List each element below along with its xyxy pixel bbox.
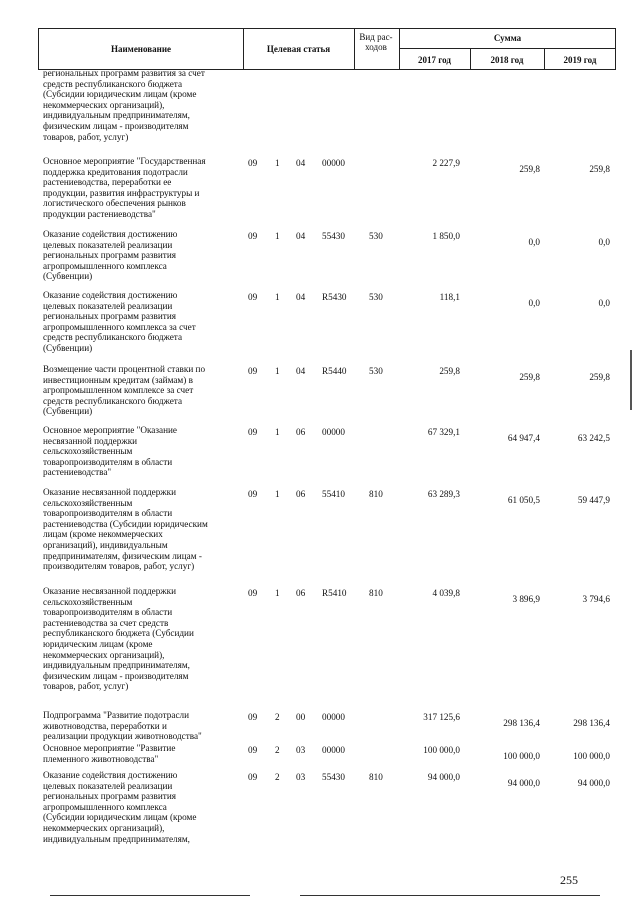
code-program: 1 xyxy=(275,489,280,499)
code-direction: R5410 xyxy=(322,588,347,598)
code-section: 09 xyxy=(248,158,258,168)
row-name: Основное мероприятие "Оказание несвязанной поддержки сельскохозяйственным товаропроизводителям в области растениеводства" xyxy=(43,425,178,478)
code-section: 09 xyxy=(248,772,258,782)
code-direction: 00000 xyxy=(322,427,345,437)
code-section: 09 xyxy=(248,588,258,598)
page-number: 255 xyxy=(560,873,578,887)
amount-2019: 259,8 xyxy=(589,164,610,174)
code-direction: 00000 xyxy=(322,158,345,168)
expense-type: 530 xyxy=(369,231,383,241)
amount-2019: 94 000,0 xyxy=(577,778,610,788)
amount-2017: 67 329,1 xyxy=(427,427,460,437)
code-direction: 00000 xyxy=(322,712,345,722)
amount-2017: 2 227,9 xyxy=(432,158,460,168)
amount-2018: 100 000,0 xyxy=(503,751,540,761)
amount-2018: 0,0 xyxy=(528,237,540,247)
bottom-rule-left xyxy=(50,895,250,896)
amount-2018: 259,8 xyxy=(519,372,540,382)
code-section: 09 xyxy=(248,427,258,437)
code-program: 1 xyxy=(275,427,280,437)
amount-2017: 4 039,8 xyxy=(432,588,460,598)
expense-type: 530 xyxy=(369,292,383,302)
code-subprogram: 06 xyxy=(296,427,306,437)
code-direction: R5430 xyxy=(322,292,347,302)
code-subprogram: 04 xyxy=(296,366,306,376)
code-section: 09 xyxy=(248,712,258,722)
header-2017: 2017 год xyxy=(418,55,451,65)
code-program: 2 xyxy=(275,712,280,722)
code-section: 09 xyxy=(248,231,258,241)
amount-2019: 59 447,9 xyxy=(577,495,610,505)
code-subprogram: 00 xyxy=(296,712,306,722)
header-2019: 2019 год xyxy=(563,55,597,65)
amount-2017: 118,1 xyxy=(439,292,460,302)
code-subprogram: 04 xyxy=(296,292,306,302)
amount-2017: 259,8 xyxy=(439,366,460,376)
table-header xyxy=(38,28,616,70)
code-program: 1 xyxy=(275,292,280,302)
header-sum: Сумма xyxy=(493,33,522,43)
row-name: Оказание содействия достижению целевых показателей реализации региональных программ развития агропромышленного комплекса за счет средств республиканского бюджета (Субвенции) xyxy=(43,290,196,353)
code-subprogram: 06 xyxy=(296,588,306,598)
code-direction: 55430 xyxy=(322,772,345,782)
expense-type: 810 xyxy=(369,489,383,499)
amount-2018: 61 050,5 xyxy=(507,495,540,505)
code-program: 1 xyxy=(275,588,280,598)
expense-type: 810 xyxy=(369,772,383,782)
row-name: Оказание содействия достижению целевых показателей реализации региональных программ развития агропромышленного комплекса (Субсидии юридическим лицам (кроме некоммерческих организаций), индивидуальным предпринимателям, xyxy=(43,770,197,844)
amount-2018: 64 947,4 xyxy=(507,433,540,443)
code-direction: 55430 xyxy=(322,231,345,241)
amount-2017: 63 289,3 xyxy=(427,489,460,499)
code-program: 2 xyxy=(275,745,280,755)
header-type: Вид рас-ходов xyxy=(359,32,393,52)
code-direction: 00000 xyxy=(322,745,345,755)
row-name: Возмещение части процентной ставки по инвестиционным кредитам (займам) в агропромышленном комплексе за счет средств республиканского бюджета (Субвенции) xyxy=(43,364,206,417)
row-name: региональных программ развития за счет средств республиканского бюджета (Субсидии юридическим лицам (кроме некоммерческих организаций), индивидуальным предпринимателям, физическим лицам - производителям товаров, работ, услуг) xyxy=(43,68,205,142)
code-subprogram: 04 xyxy=(296,158,306,168)
amount-2018: 0,0 xyxy=(528,298,540,308)
code-program: 1 xyxy=(275,231,280,241)
amount-2017: 317 125,6 xyxy=(423,712,460,722)
amount-2018: 298 136,4 xyxy=(503,718,540,728)
amount-2018: 3 896,9 xyxy=(512,594,540,604)
expense-type: 810 xyxy=(369,588,383,598)
amount-2019: 0,0 xyxy=(598,298,610,308)
amount-2018: 94 000,0 xyxy=(507,778,540,788)
code-section: 09 xyxy=(248,366,258,376)
code-program: 1 xyxy=(275,158,280,168)
header-name: Наименование xyxy=(111,44,171,54)
expense-type: 530 xyxy=(369,366,383,376)
amount-2019: 63 242,5 xyxy=(577,433,610,443)
code-program: 1 xyxy=(275,366,280,376)
code-direction: 55410 xyxy=(322,489,345,499)
code-section: 09 xyxy=(248,292,258,302)
code-program: 2 xyxy=(275,772,280,782)
row-name: Оказание содействия достижению целевых показателей реализации региональных программ развития агропромышленного комплекса (Субвенции) xyxy=(43,229,178,282)
code-subprogram: 06 xyxy=(296,489,306,499)
amount-2019: 259,8 xyxy=(589,372,610,382)
amount-2017: 100 000,0 xyxy=(423,745,460,755)
bottom-rule-right xyxy=(300,895,600,896)
row-name: Основное мероприятие "Развитие племенного животноводства" xyxy=(43,743,176,764)
code-subprogram: 03 xyxy=(296,745,306,755)
scan-edge-mark xyxy=(630,350,632,410)
row-name: Оказание несвязанной поддержки сельскохозяйственным товаропроизводителям в области растениеводства за счет средств республиканского бюджета (Субсидии юридическим лицам (кроме некоммерческих организаций), индивидуальным предпринимателям, физическим лицам - производителям товаров, работ, услуг) xyxy=(43,586,194,692)
code-subprogram: 03 xyxy=(296,772,306,782)
code-section: 09 xyxy=(248,745,258,755)
amount-2019: 0,0 xyxy=(598,237,610,247)
row-name: Основное мероприятие "Государственная поддержка кредитования подотрасли растениеводства, переработки ее продукции, развития инфраструктуры и логистического обеспечения рынков продукции растениеводства" xyxy=(43,156,206,219)
amount-2019: 298 136,4 xyxy=(573,718,610,728)
header-2018: 2018 год xyxy=(490,55,524,65)
amount-2017: 94 000,0 xyxy=(427,772,460,782)
code-subprogram: 04 xyxy=(296,231,306,241)
code-direction: R5440 xyxy=(322,366,347,376)
amount-2018: 259,8 xyxy=(519,164,540,174)
row-name: Подпрограмма "Развитие подотрасли животноводства, переработки и реализации продукции животноводства" xyxy=(43,710,202,742)
amount-2017: 1 850,0 xyxy=(432,231,460,241)
row-name: Оказание несвязанной поддержки сельскохозяйственным товаропроизводителям в области растениеводства (Субсидии юридическим лицам (кроме некоммерческих организаций), индивидуальным предпринимателям, физическим лицам - производителям товаров, работ, услуг) xyxy=(43,487,208,572)
amount-2019: 3 794,6 xyxy=(582,594,610,604)
header-target: Целевая статья xyxy=(266,44,331,54)
amount-2019: 100 000,0 xyxy=(573,751,610,761)
code-section: 09 xyxy=(248,489,258,499)
